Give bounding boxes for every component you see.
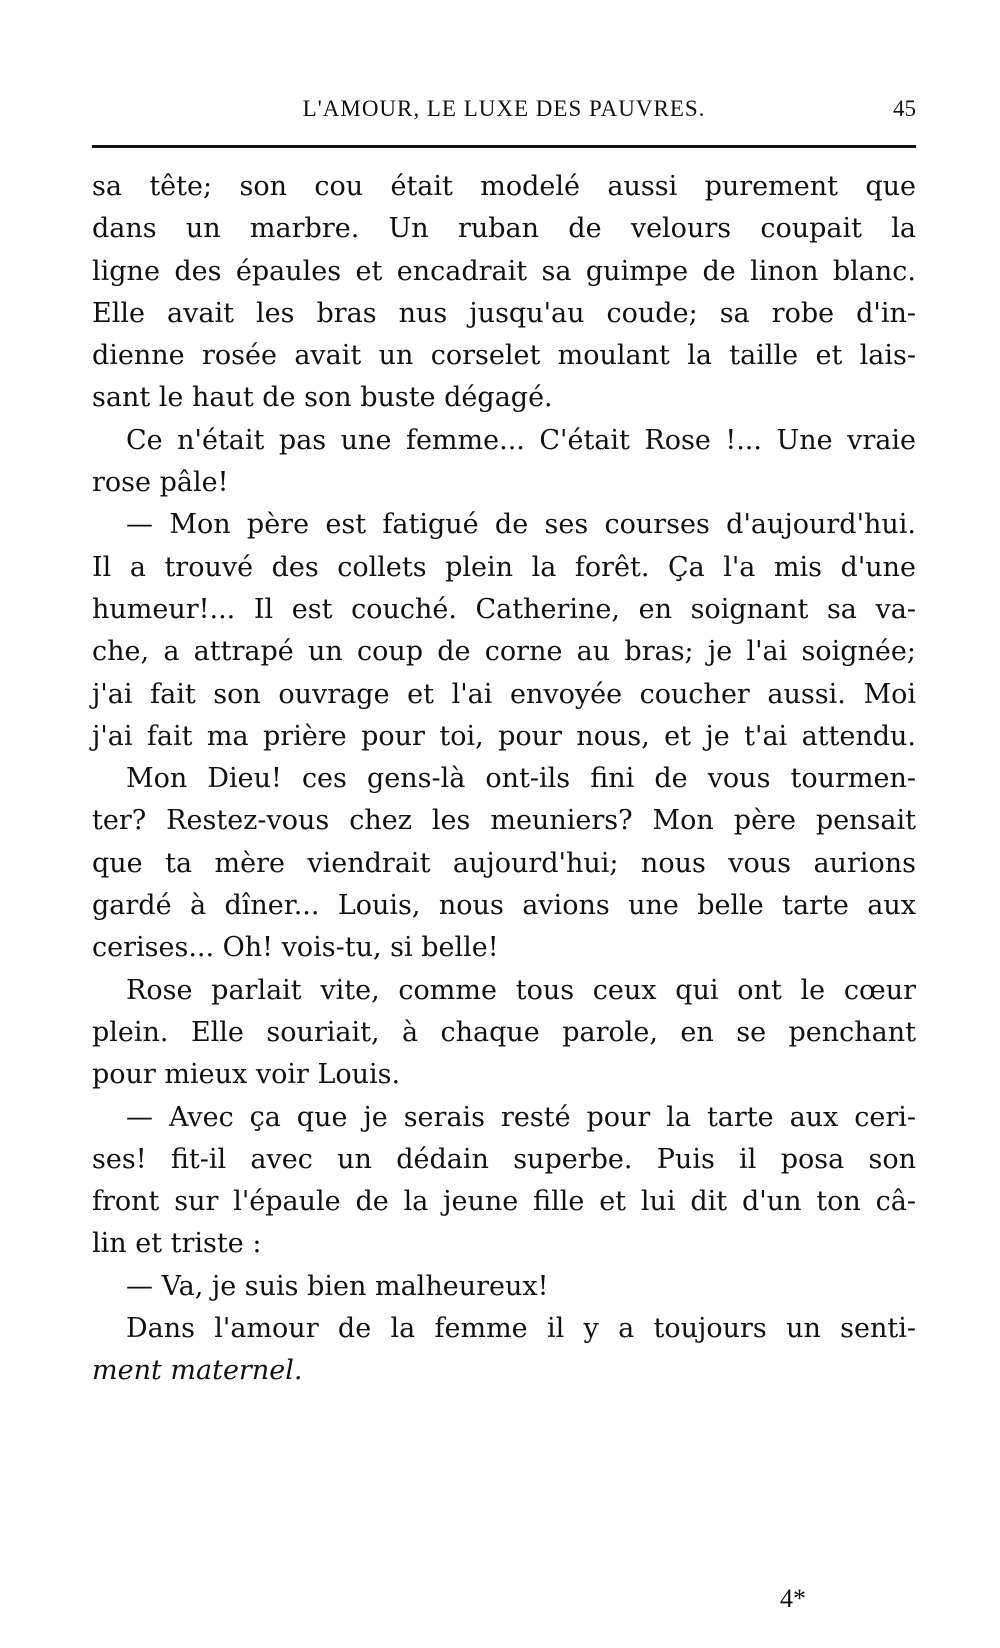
text-line: Elle avait les bras nus jusqu'au coude; sa robe d'in- xyxy=(92,297,916,329)
text-line: j'ai fait ma prière pour toi, pour nous, et je t'ai attendu. xyxy=(92,720,916,752)
text-line: pour mieux voir Louis. xyxy=(92,1059,401,1091)
text-line: gardé à dîner... Louis, nous avions une belle tarte aux xyxy=(92,890,916,922)
text-line: — Va, je suis bien malheureux! xyxy=(126,1270,549,1302)
running-head xyxy=(92,92,916,132)
text-line: Dans l'amour de la femme il y a toujours un senti- xyxy=(126,1313,916,1345)
body-text xyxy=(92,166,916,1393)
page-number: 45 xyxy=(893,96,916,121)
text-line: j'ai fait son ouvrage et l'ai envoyée coucher aussi. Moi xyxy=(92,678,916,710)
text-line: plein. Elle souriait, à chaque parole, en se penchant xyxy=(92,1016,916,1048)
text-line: Ce n'était pas une femme... C'était Rose !... Une vraie xyxy=(126,424,916,456)
text-line: lin et triste : xyxy=(92,1228,262,1260)
text-line: dans un marbre. Un ruban de velours coupait la xyxy=(92,213,916,245)
text-line: cerises... Oh! vois-tu, si belle! xyxy=(92,932,499,964)
text-line: ses! fit-il avec un dédain superbe. Puis il posa son xyxy=(92,1143,916,1175)
text-line: ment maternel. xyxy=(92,1355,303,1387)
text-line: sant le haut de son buste dégagé. xyxy=(92,382,553,414)
text-line: front sur l'épaule de la jeune fille et lui dit d'un ton câ- xyxy=(92,1186,916,1218)
text-line: rose pâle! xyxy=(92,467,229,499)
signature-mark: 4* xyxy=(780,1584,806,1613)
text-line: che, a attrapé un coup de corne au bras; je l'ai soignée; xyxy=(92,636,916,668)
text-line: Rose parlait vite, comme tous ceux qui ont le cœur xyxy=(126,974,916,1006)
text-line: Mon Dieu! ces gens-là ont-ils fini de vous tourmen- xyxy=(126,763,916,795)
text-line: — Avec ça que je serais resté pour la tarte aux ceri- xyxy=(126,1101,916,1133)
text-line: que ta mère viendrait aujourd'hui; nous vous aurions xyxy=(92,847,916,879)
text-line: Il a trouvé des collets plein la forêt. Ça l'a mis d'une xyxy=(92,551,916,583)
running-title: L'AMOUR, LE LUXE DES PAUVRES. xyxy=(302,96,706,121)
text-line: — Mon père est fatigué de ses courses d'aujourd'hui. xyxy=(126,509,916,541)
text-line: dienne rosée avait un corselet moulant la taille et lais- xyxy=(92,340,916,372)
text-line: ter? Restez-vous chez les meuniers? Mon père pensait xyxy=(92,805,916,837)
text-line: humeur!... Il est couché. Catherine, en soignant sa va- xyxy=(92,593,916,625)
header-rule xyxy=(92,145,916,148)
text-line: ligne des épaules et encadrait sa guimpe de linon blanc. xyxy=(92,255,916,287)
text-line: sa tête; son cou était modelé aussi purement que xyxy=(92,171,916,202)
